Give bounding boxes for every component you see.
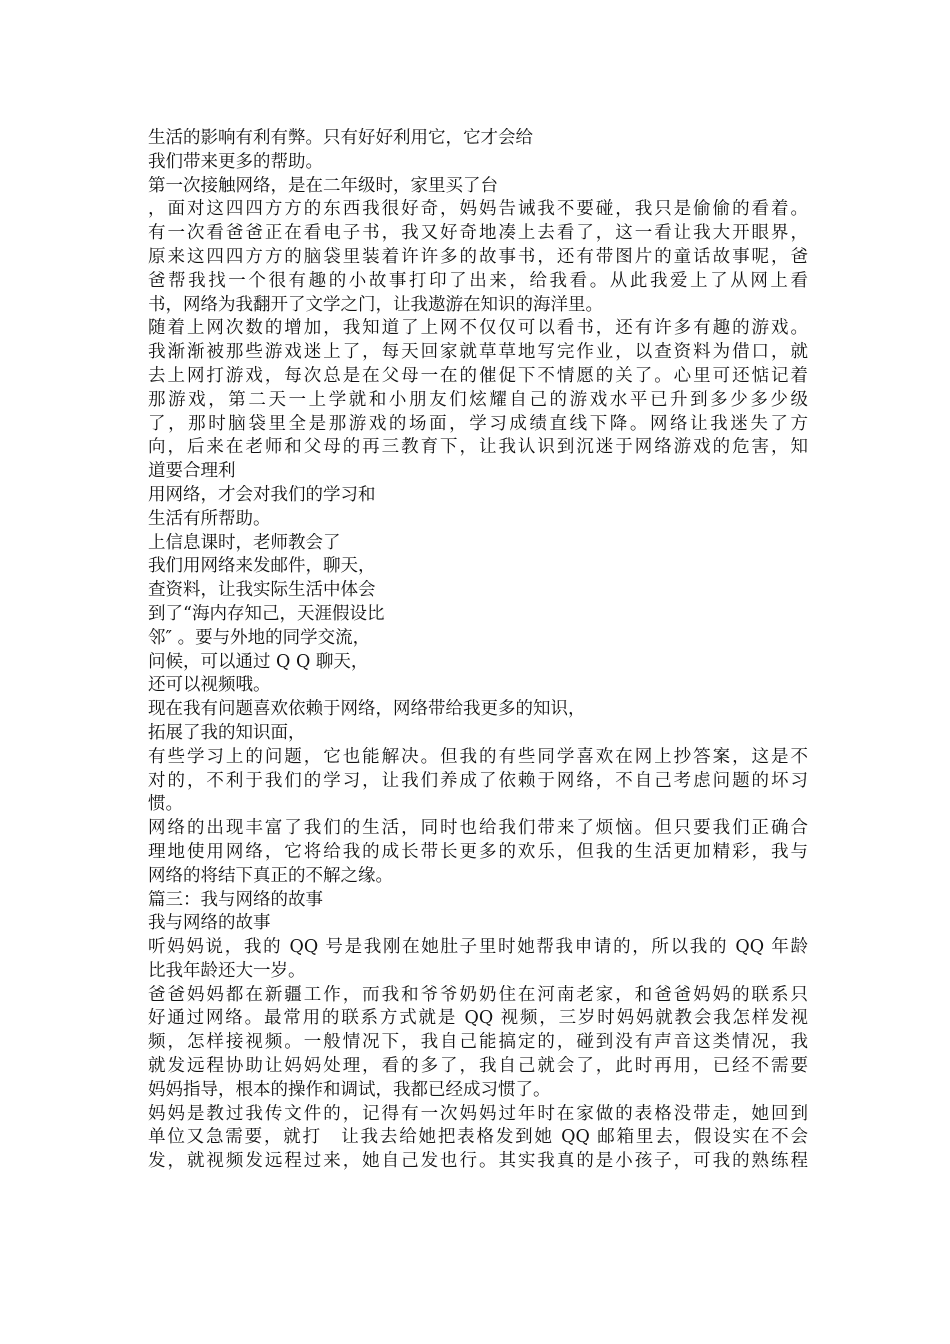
text-line: 向，后来在老师和父母的再三教育下，让我认识到沉迷于网络游戏的危害，知 [148, 437, 808, 458]
text-line: 书，网络为我翻开了文学之门，让我遨游在知识的海洋里。 [148, 294, 603, 315]
text-line: 爸帮我找一个很有趣的小故事打印了出来，给我看。从此我爱上了从网上看 [148, 270, 808, 291]
text-line: 现在我有问题喜欢依赖于网络，网络带给我更多的知识， [148, 699, 586, 720]
text-line: 那游戏，第二天一上学就和小朋友们炫耀自己的游戏水平已升到多少多少级 [148, 389, 808, 410]
text-line: 用网络，才会对我们的学习和 [148, 484, 376, 505]
text-line: 篇三：我与网络的故事 [148, 889, 323, 910]
text-line: 去上网打游戏，每次总是在父母一在的催促下不情愿的关了。心里可还惦记着 [148, 365, 808, 386]
text-line: 道要合理利 [148, 461, 236, 482]
text-line: 网络的出现丰富了我们的生活，同时也给我们带来了烦恼。但只要我们正确合 [148, 818, 808, 839]
document-body [148, 127, 808, 1174]
text-line: 邻″ 。要与外地的同学交流， [148, 627, 371, 648]
text-line: 对的，不利于我们的学习，让我们养成了依赖于网络，不自己考虑问题的坏习 [148, 770, 808, 791]
text-line: 妈妈指导，根本的操作和调试，我都已经成习惯了。 [148, 1079, 551, 1100]
text-line: 我渐渐被那些游戏迷上了，每天回家就草草地写完作业，以查资料为借口，就 [148, 342, 808, 363]
text-line: 到了“海内存知己，天涯假设比 [148, 603, 385, 624]
text-line: 上信息课时，老师教会了 [148, 532, 341, 553]
text-line: 爸爸妈妈都在新疆工作，而我和爷爷奶奶住在河南老家，和爸爸妈妈的联系只 [148, 984, 808, 1005]
text-line: ，面对这四四方方的东西我很好奇，妈妈告诫我不要碰，我只是偷偷的看着。 [148, 199, 808, 220]
text-line: 我们带来更多的帮助。 [148, 151, 323, 172]
text-line: 生活有所帮助。 [148, 508, 271, 529]
text-line: 频，怎样接视频。一般情况下，我自己能搞定的，碰到没有声音这类情况，我 [148, 1032, 808, 1053]
text-line: 拓展了我的知识面， [148, 722, 306, 743]
text-line: 比我年龄还大一岁。 [148, 960, 306, 981]
text-line: 问候，可以通过 Q Q 聊天， [148, 651, 369, 672]
text-line: 还可以视频哦。 [148, 675, 271, 696]
text-line: 就发远程协助让妈妈处理，看的多了，我自己就会了，此时再用，已经不需要 [148, 1056, 808, 1077]
text-line: 单位又急需要，就打 让我去给她把表格发到她 QQ 邮箱里去，假设实在不会 [148, 1127, 808, 1148]
text-line: 随着上网次数的增加，我知道了上网不仅仅可以看书，还有许多有趣的游戏。 [148, 318, 808, 339]
text-line: 原来这四四方方的脑袋里装着许许多的故事书，还有带图片的童话故事呢，爸 [148, 246, 808, 267]
text-line: 有些学习上的问题，它也能解决。但我的有些同学喜欢在网上抄答案，这是不 [148, 746, 808, 767]
text-line: 网络的将结下真正的不解之缘。 [148, 865, 393, 886]
text-line: 查资料，让我实际生活中体会 [148, 580, 376, 601]
text-line: 听妈妈说，我的 QQ 号是我刚在她肚子里时她帮我申请的，所以我的 QQ 年龄 [148, 937, 808, 958]
text-line: 生活的影响有利有弊。只有好好利用它，它才会给 [148, 128, 533, 148]
text-line: 我与网络的故事 [148, 913, 271, 934]
text-line: 有一次看爸爸正在看电子书，我又好奇地凑上去看了，这一看让我大开眼界， [148, 223, 808, 244]
text-line: 发，就视频发远程过来，她自己发也行。其实我真的是小孩子，可我的熟练程 [148, 1151, 808, 1172]
text-line: 惯。 [148, 794, 183, 815]
text-line: 理地使用网络，它将给我的成长带长更多的欢乐，但我的生活更加精彩，我与 [148, 841, 808, 862]
text-line: 第一次接触网络，是在二年级时，家里买了台 [148, 175, 498, 196]
text-line: 我们用网络来发邮件，聊天， [148, 556, 376, 577]
text-line: 了，那时脑袋里全是那游戏的场面，学习成绩直线下降。网络让我迷失了方 [148, 413, 808, 434]
text-line: 好通过网络。最常用的联系方式就是 QQ 视频，三岁时妈妈就教会我怎样发视 [148, 1008, 808, 1029]
text-line: 妈妈是教过我传文件的，记得有一次妈妈过年时在家做的表格没带走，她回到 [148, 1103, 808, 1124]
